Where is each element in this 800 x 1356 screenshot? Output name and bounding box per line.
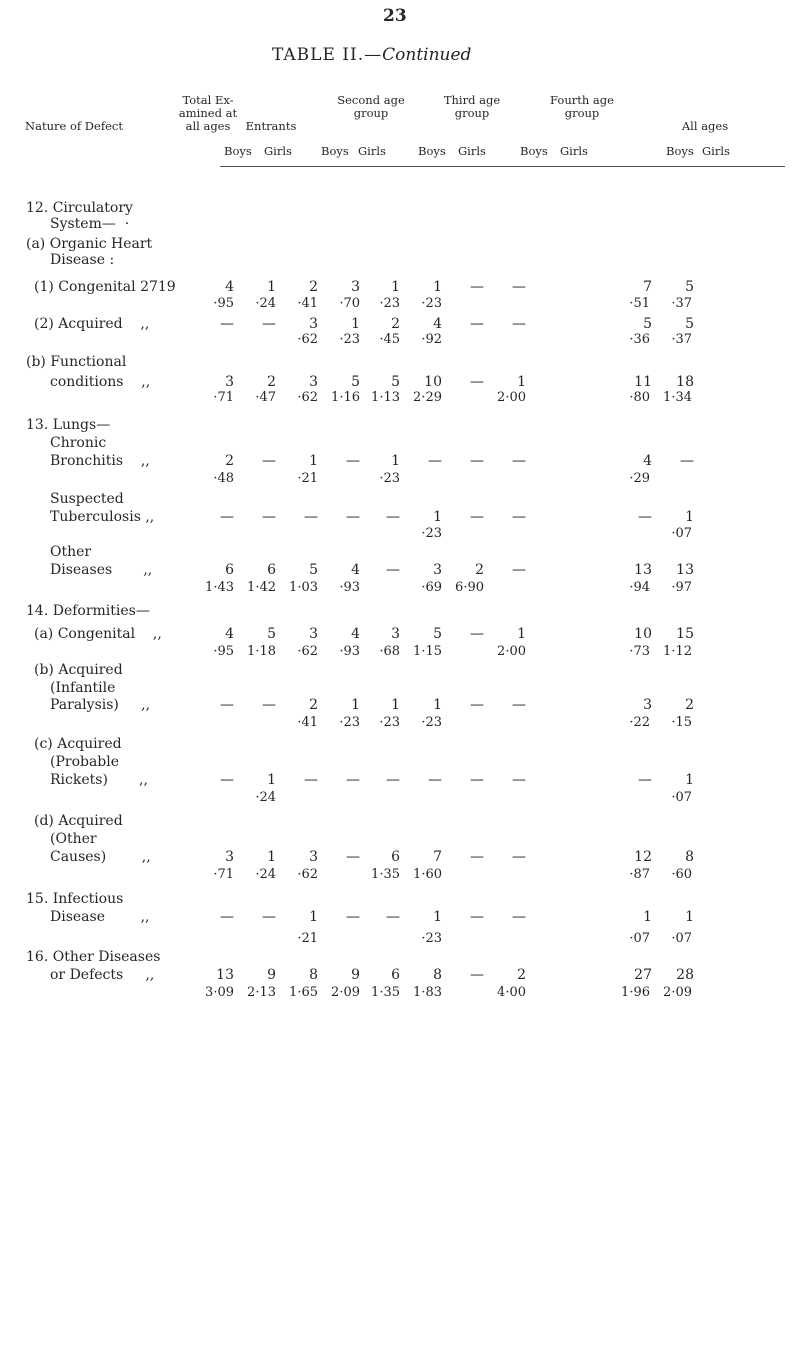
count-cell: 3: [309, 316, 318, 332]
count-cell: 6: [391, 849, 400, 865]
percentage-cell: ·41: [297, 715, 318, 730]
count-cell: 13: [676, 562, 694, 578]
count-cell: 3: [643, 697, 652, 713]
column-header: Second age group: [337, 93, 405, 120]
count-cell: —: [220, 316, 234, 332]
row-label: (Probable: [50, 754, 120, 770]
count-cell: 1: [433, 909, 442, 925]
percentage-cell: ·94: [629, 580, 650, 595]
percentage-cell: 1·35: [371, 985, 400, 1000]
percentage-cell: 1·34: [663, 390, 692, 405]
count-cell: 3: [309, 374, 318, 390]
percentage-cell: ·23: [339, 715, 360, 730]
percentage-cell: ·80: [629, 390, 650, 405]
count-cell: —: [428, 772, 442, 788]
percentage-cell: ·93: [339, 644, 360, 659]
count-cell: —: [470, 374, 484, 390]
percentage-cell: 1·12: [663, 644, 692, 659]
count-cell: 27: [634, 967, 652, 983]
subheader-label: Girls: [702, 144, 730, 158]
count-cell: 2: [309, 279, 318, 295]
percentage-cell: 2·13: [247, 985, 276, 1000]
row-label: Disease ,,: [50, 909, 150, 925]
percentage-cell: ·23: [421, 931, 442, 946]
percentage-cell: ·71: [213, 867, 234, 882]
column-header: All ages: [681, 119, 729, 133]
percentage-cell: 1·18: [247, 644, 276, 659]
subheader-label: Boys: [224, 144, 252, 158]
row-label: (d) Acquired: [34, 813, 123, 829]
count-cell: 6: [267, 562, 276, 578]
count-cell: —: [262, 697, 276, 713]
percentage-cell: ·60: [671, 867, 692, 882]
percentage-cell: 2·09: [663, 985, 692, 1000]
count-cell: 1: [391, 453, 400, 469]
count-cell: —: [346, 849, 360, 865]
count-cell: 1: [517, 374, 526, 390]
count-cell: —: [512, 849, 526, 865]
count-cell: 4: [433, 316, 442, 332]
percentage-cell: ·62: [297, 867, 318, 882]
count-cell: —: [470, 967, 484, 983]
percentage-cell: ·73: [629, 644, 650, 659]
count-cell: —: [638, 772, 652, 788]
row-label: Other: [50, 544, 92, 560]
row-label: (b) Acquired: [34, 662, 123, 678]
count-cell: —: [512, 316, 526, 332]
subheader-label: Boys: [321, 144, 349, 158]
count-cell: 3: [225, 849, 234, 865]
count-cell: —: [638, 509, 652, 525]
count-cell: 1: [433, 509, 442, 525]
percentage-cell: 2·29: [413, 390, 442, 405]
row-label: System— ·: [50, 216, 130, 232]
count-cell: 15: [676, 626, 694, 642]
count-cell: 1: [351, 697, 360, 713]
count-cell: 2: [225, 453, 234, 469]
percentage-cell: 1·43: [205, 580, 234, 595]
count-cell: 1: [391, 697, 400, 713]
percentage-cell: ·71: [213, 390, 234, 405]
count-cell: —: [470, 772, 484, 788]
count-cell: —: [304, 509, 318, 525]
percentage-cell: ·62: [297, 332, 318, 347]
column-header: Third age group: [443, 93, 501, 120]
header-rule: [220, 166, 785, 167]
row-label: Causes) ,,: [50, 849, 151, 865]
count-cell: 4: [225, 626, 234, 642]
percentage-cell: ·23: [379, 296, 400, 311]
count-cell: 7: [643, 279, 652, 295]
count-cell: 3: [225, 374, 234, 390]
count-cell: —: [470, 316, 484, 332]
count-cell: 5: [309, 562, 318, 578]
percentage-cell: ·23: [339, 332, 360, 347]
count-cell: 5: [433, 626, 442, 642]
percentage-cell: 1·35: [371, 867, 400, 882]
count-cell: 1: [685, 909, 694, 925]
percentage-cell: ·23: [421, 296, 442, 311]
percentage-cell: 1·60: [413, 867, 442, 882]
count-cell: —: [512, 909, 526, 925]
subheader-label: Boys: [418, 144, 446, 158]
subheader-label: Girls: [264, 144, 292, 158]
count-cell: 1: [267, 849, 276, 865]
percentage-cell: 1·65: [289, 985, 318, 1000]
row-label: Diseases ,,: [50, 562, 153, 578]
count-cell: —: [512, 772, 526, 788]
count-cell: —: [386, 509, 400, 525]
percentage-cell: 4·00: [497, 985, 526, 1000]
percentage-cell: ·41: [297, 296, 318, 311]
percentage-cell: ·36: [629, 332, 650, 347]
percentage-cell: ·23: [379, 715, 400, 730]
percentage-cell: 6·90: [455, 580, 484, 595]
row-label: (a) Organic Heart: [26, 236, 153, 252]
count-cell: 6: [225, 562, 234, 578]
row-label: Chronic: [50, 435, 107, 451]
row-label: Bronchitis ,,: [50, 453, 150, 469]
count-cell: 1: [517, 626, 526, 642]
percentage-cell: 2·00: [497, 644, 526, 659]
count-cell: —: [428, 453, 442, 469]
count-cell: 5: [351, 374, 360, 390]
table-title-main: TABLE II.—: [272, 45, 383, 65]
count-cell: 10: [424, 374, 442, 390]
count-cell: 12: [634, 849, 652, 865]
count-cell: 6: [391, 967, 400, 983]
count-cell: 5: [643, 316, 652, 332]
row-label: (a) Congenital ,,: [34, 626, 162, 642]
count-cell: 13: [634, 562, 652, 578]
count-cell: 1: [433, 697, 442, 713]
count-cell: 5: [685, 279, 694, 295]
percentage-cell: ·37: [671, 332, 692, 347]
count-cell: —: [262, 453, 276, 469]
percentage-cell: 3·09: [205, 985, 234, 1000]
percentage-cell: ·37: [671, 296, 692, 311]
percentage-cell: 1·83: [413, 985, 442, 1000]
subheader-label: Girls: [458, 144, 486, 158]
row-label: 16. Other Diseases: [26, 949, 161, 965]
count-cell: 3: [351, 279, 360, 295]
percentage-cell: ·62: [297, 644, 318, 659]
column-header: Entrants: [245, 119, 297, 133]
percentage-cell: ·23: [421, 715, 442, 730]
count-cell: —: [386, 909, 400, 925]
percentage-cell: ·45: [379, 332, 400, 347]
count-cell: —: [512, 509, 526, 525]
count-cell: 8: [309, 967, 318, 983]
count-cell: 1: [685, 772, 694, 788]
count-cell: 5: [391, 374, 400, 390]
row-label: 14. Deformities—: [26, 603, 150, 619]
row-label: (c) Acquired: [34, 736, 122, 752]
subheader-label: Girls: [358, 144, 386, 158]
percentage-cell: 1·15: [413, 644, 442, 659]
column-header: Nature of Defect: [25, 119, 123, 133]
count-cell: 1: [267, 772, 276, 788]
count-cell: 10: [634, 626, 652, 642]
percentage-cell: ·21: [297, 931, 318, 946]
percentage-cell: ·68: [379, 644, 400, 659]
row-label: Rickets) ,,: [50, 772, 148, 788]
count-cell: 1: [685, 509, 694, 525]
percentage-cell: ·47: [255, 390, 276, 405]
percentage-cell: 1·13: [371, 390, 400, 405]
count-cell: 2: [475, 562, 484, 578]
count-cell: —: [512, 697, 526, 713]
count-cell: 2: [391, 316, 400, 332]
count-cell: —: [346, 772, 360, 788]
count-cell: —: [470, 453, 484, 469]
percentage-cell: ·07: [671, 931, 692, 946]
percentage-cell: ·21: [297, 471, 318, 486]
count-cell: 4: [351, 562, 360, 578]
percentage-cell: 1·42: [247, 580, 276, 595]
percentage-cell: ·69: [421, 580, 442, 595]
count-cell: —: [262, 909, 276, 925]
percentage-cell: 1·03: [289, 580, 318, 595]
percentage-cell: ·07: [671, 790, 692, 805]
subheader-label: Boys: [666, 144, 694, 158]
table-title: [272, 47, 471, 64]
count-cell: 2: [517, 967, 526, 983]
count-cell: —: [470, 697, 484, 713]
count-cell: —: [386, 772, 400, 788]
count-cell: —: [346, 453, 360, 469]
row-label: (1) Congenital 2719: [34, 279, 176, 295]
count-cell: 9: [267, 967, 276, 983]
percentage-cell: ·62: [297, 390, 318, 405]
row-label: (b) Functional: [26, 354, 127, 370]
percentage-cell: ·23: [379, 471, 400, 486]
row-label: Paralysis) ,,: [50, 697, 151, 713]
percentage-cell: ·07: [671, 526, 692, 541]
row-label: Suspected: [50, 491, 124, 507]
count-cell: —: [470, 626, 484, 642]
count-cell: —: [346, 509, 360, 525]
percentage-cell: 1·16: [331, 390, 360, 405]
percentage-cell: ·24: [255, 867, 276, 882]
count-cell: 3: [309, 849, 318, 865]
row-label: 15. Infectious: [26, 891, 124, 907]
row-label: (Other: [50, 831, 97, 847]
percentage-cell: ·70: [339, 296, 360, 311]
percentage-cell: ·15: [671, 715, 692, 730]
count-cell: 3: [433, 562, 442, 578]
row-label: (Infantile: [50, 680, 116, 696]
count-cell: —: [386, 562, 400, 578]
count-cell: —: [512, 562, 526, 578]
count-cell: —: [220, 909, 234, 925]
page-number: 23: [383, 6, 407, 26]
count-cell: —: [220, 772, 234, 788]
count-cell: 8: [433, 967, 442, 983]
row-label: (2) Acquired ,,: [34, 316, 150, 332]
percentage-cell: ·29: [629, 471, 650, 486]
count-cell: —: [512, 453, 526, 469]
count-cell: —: [470, 909, 484, 925]
percentage-cell: ·23: [421, 526, 442, 541]
percentage-cell: 2·00: [497, 390, 526, 405]
percentage-cell: ·95: [213, 296, 234, 311]
row-label: conditions ,,: [50, 374, 151, 390]
count-cell: 13: [216, 967, 234, 983]
row-label: or Defects ,,: [50, 967, 155, 983]
count-cell: 8: [685, 849, 694, 865]
count-cell: 4: [225, 279, 234, 295]
percentage-cell: ·97: [671, 580, 692, 595]
count-cell: 11: [634, 374, 652, 390]
percentage-cell: 1·96: [621, 985, 650, 1000]
count-cell: —: [680, 453, 694, 469]
percentage-cell: ·07: [629, 931, 650, 946]
percentage-cell: ·92: [421, 332, 442, 347]
count-cell: —: [304, 772, 318, 788]
count-cell: 1: [309, 453, 318, 469]
count-cell: 5: [685, 316, 694, 332]
percentage-cell: 2·09: [331, 985, 360, 1000]
percentage-cell: ·24: [255, 296, 276, 311]
percentage-cell: ·51: [629, 296, 650, 311]
count-cell: —: [262, 316, 276, 332]
count-cell: 1: [351, 316, 360, 332]
count-cell: 28: [676, 967, 694, 983]
count-cell: —: [470, 509, 484, 525]
count-cell: —: [512, 279, 526, 295]
count-cell: 18: [676, 374, 694, 390]
count-cell: —: [346, 909, 360, 925]
count-cell: 2: [685, 697, 694, 713]
count-cell: 2: [309, 697, 318, 713]
count-cell: 1: [391, 279, 400, 295]
count-cell: 3: [309, 626, 318, 642]
percentage-cell: ·95: [213, 644, 234, 659]
percentage-cell: ·22: [629, 715, 650, 730]
count-cell: —: [220, 697, 234, 713]
percentage-cell: ·87: [629, 867, 650, 882]
subheader-label: Girls: [560, 144, 588, 158]
percentage-cell: ·24: [255, 790, 276, 805]
count-cell: 1: [643, 909, 652, 925]
percentage-cell: ·48: [213, 471, 234, 486]
subheader-label: Boys: [520, 144, 548, 158]
count-cell: 4: [351, 626, 360, 642]
row-label: Tuberculosis ,,: [50, 509, 155, 525]
column-header: Total Ex- amined at all ages: [178, 93, 238, 133]
count-cell: 3: [391, 626, 400, 642]
count-cell: 5: [267, 626, 276, 642]
percentage-cell: ·93: [339, 580, 360, 595]
count-cell: —: [220, 509, 234, 525]
count-cell: —: [470, 279, 484, 295]
table-title-continued: Continued: [382, 45, 472, 65]
count-cell: 1: [267, 279, 276, 295]
count-cell: —: [262, 509, 276, 525]
row-label: 12. Circulatory: [26, 200, 133, 216]
count-cell: —: [470, 849, 484, 865]
count-cell: 1: [309, 909, 318, 925]
row-label: Disease :: [50, 252, 115, 268]
count-cell: 4: [643, 453, 652, 469]
count-cell: 2: [267, 374, 276, 390]
count-cell: 9: [351, 967, 360, 983]
count-cell: 7: [433, 849, 442, 865]
count-cell: 1: [433, 279, 442, 295]
row-label: 13. Lungs—: [26, 417, 111, 433]
column-header: Fourth age group: [550, 93, 614, 120]
